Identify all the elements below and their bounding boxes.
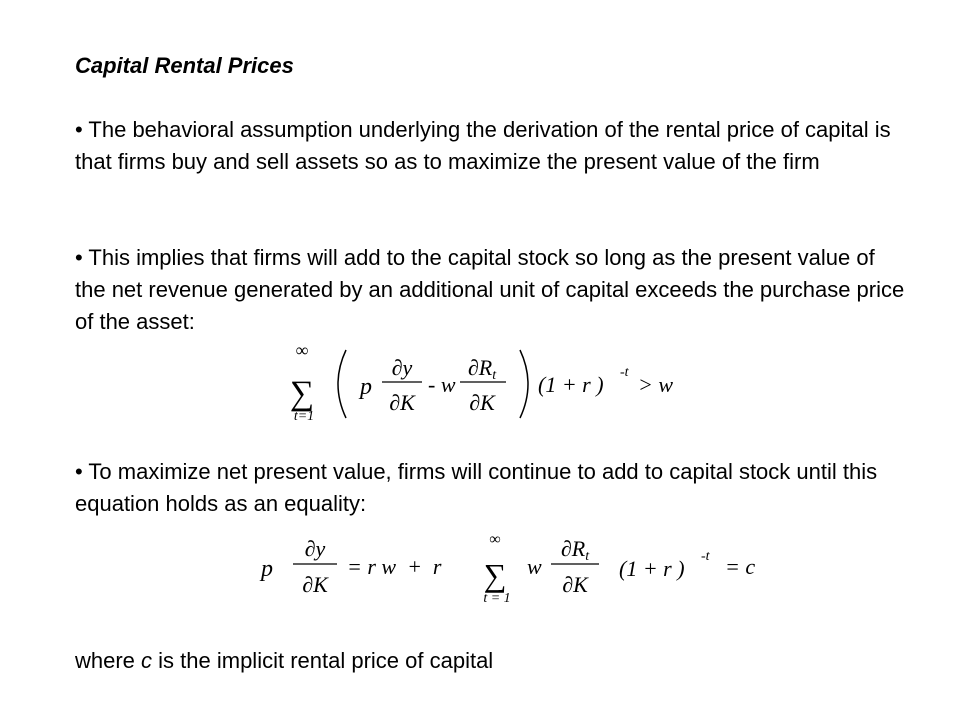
fraction1-numerator: ∂y (304, 536, 326, 561)
bullet-equality-condition: • To maximize net present value, firms will continue to add to capital stock until this equation holds as an equality: (75, 459, 878, 516)
discount-factor: (1 + r ) (619, 556, 685, 581)
sum-lower-limit: t=1 (293, 409, 315, 422)
equality-equation (255, 528, 795, 613)
sum-upper-limit: ∞ (489, 531, 501, 548)
footer-definition (75, 645, 905, 677)
fraction1-denominator: ∂K (302, 572, 328, 597)
slide-title: Capital Rental Prices (75, 53, 294, 78)
greater-than-w: > w (638, 372, 674, 397)
footer-suffix: is the implicit rental price of capital (152, 648, 494, 673)
discount-exponent: -t (701, 549, 710, 564)
price-symbol: p (261, 556, 273, 582)
rental-terms: = r w + r (347, 554, 442, 579)
discount-exponent: -t (620, 365, 629, 380)
summation-sign: ∑ (289, 375, 315, 412)
minus-w: - w (428, 372, 456, 397)
w-symbol: w (527, 554, 542, 579)
fraction2-numerator: ∂Rt (467, 355, 497, 383)
footer-variable: c (141, 648, 153, 673)
fraction2-denominator: ∂K (562, 572, 588, 597)
fraction1-numerator: ∂y (391, 355, 413, 380)
equals-c: = c (725, 554, 756, 579)
footer-prefix: where (75, 648, 142, 673)
discount-factor: (1 + r ) (538, 372, 604, 397)
bullet-behavioral-assumption: • The behavioral assumption underlying the derivation of the rental price of capital is that firms buy and sell assets so as to maximize the present value of the firm (75, 117, 891, 174)
inequality-equation (280, 342, 700, 427)
sum-lower-limit: t = 1 (483, 591, 511, 606)
right-parenthesis (520, 350, 528, 418)
bullet-capital-stock-condition: • This implies that firms will add to the capital stock so long as the present value of the net revenue generated by an additional unit of capital exceeds the purchase price of the asset: (75, 245, 905, 334)
fraction2-numerator: ∂Rt (560, 536, 590, 564)
fraction1-denominator: ∂K (389, 390, 415, 415)
price-symbol: p (360, 374, 372, 400)
inequality-equation-svg (280, 342, 700, 422)
summation-sign: ∑ (483, 557, 507, 593)
left-parenthesis (338, 350, 346, 418)
fraction2-denominator: ∂K (469, 390, 495, 415)
equality-equation-svg (255, 528, 795, 608)
sum-upper-limit: ∞ (295, 342, 309, 360)
